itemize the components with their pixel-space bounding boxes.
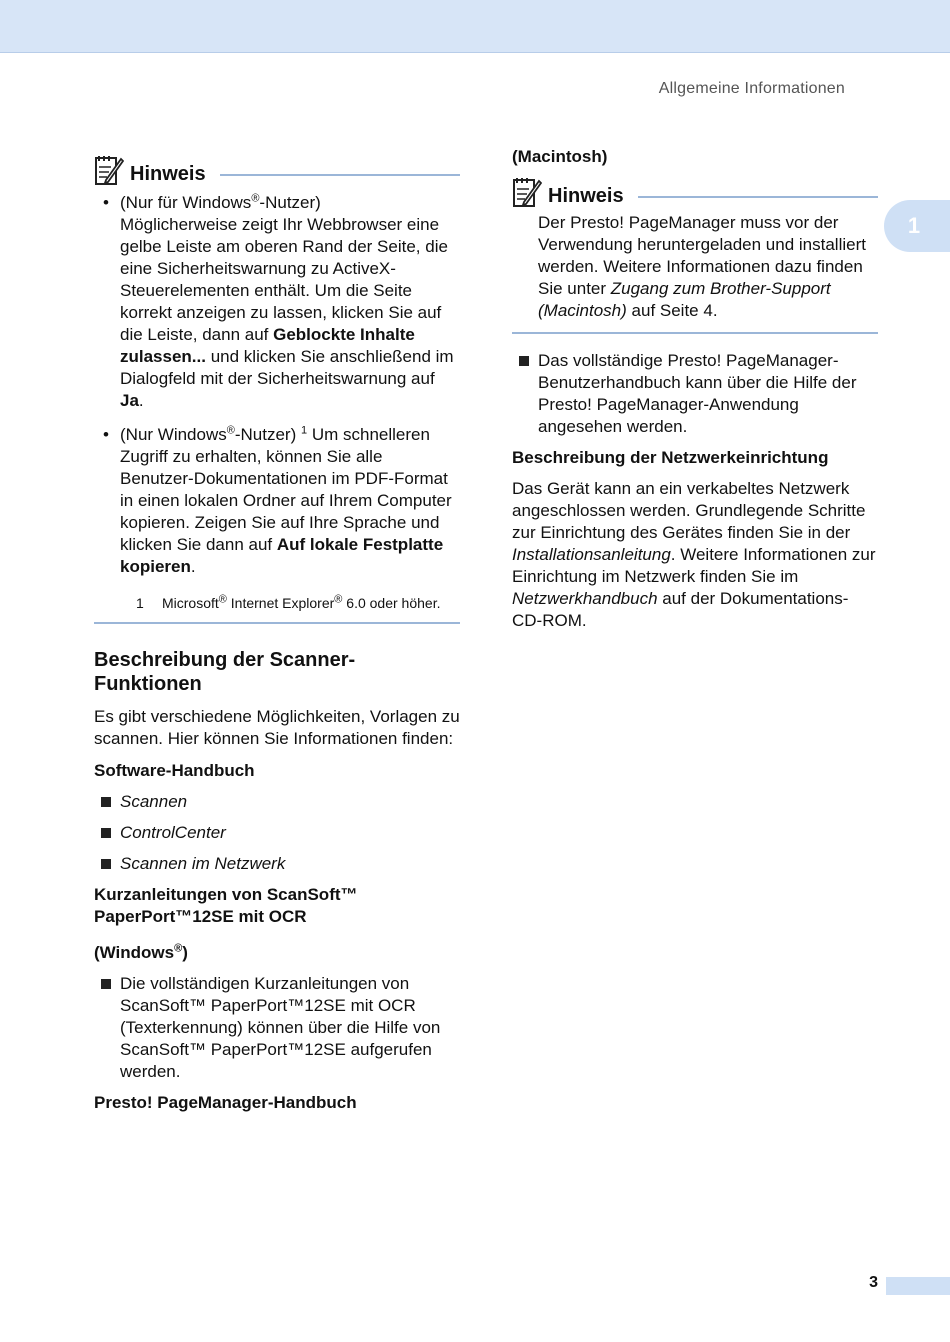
text: (Nur für Windows xyxy=(120,193,252,212)
list-item xyxy=(94,853,460,875)
text: . Weitere Informationen zur Einrichtung im Netzwerk finden Sie im xyxy=(512,545,876,586)
list-item xyxy=(94,192,460,412)
right-column xyxy=(512,146,878,642)
text: auf der Dokumentations-CD-ROM. xyxy=(512,589,849,630)
text: ) xyxy=(182,943,188,962)
text: Internet Explorer xyxy=(226,595,335,611)
page-number: 3 xyxy=(869,1274,878,1291)
running-header: Allgemeine Informationen xyxy=(658,80,845,97)
note-header xyxy=(94,152,460,186)
subheading xyxy=(94,942,460,964)
list-item xyxy=(94,822,460,844)
subheading: (Macintosh) xyxy=(512,147,608,166)
list-item: Die vollständigen Kurzanleitungen von ScanSoft™ PaperPort™12SE mit OCR (Texterkennung) können über die Hilfe von ScanSoft™ PaperPort™12SE aufgerufen werden. xyxy=(94,973,460,1083)
software-list xyxy=(94,791,460,875)
paragraph: Es gibt verschiedene Möglichkeiten, Vorlagen zu scannen. Hier können Sie Informationen finden: xyxy=(94,707,460,748)
list-item xyxy=(94,791,460,813)
cross-reference-link[interactable]: Zugang zum Brother-Support (Macintosh) xyxy=(538,279,831,320)
cross-reference: Scannen xyxy=(120,792,188,811)
text: (Nur Windows xyxy=(120,425,227,444)
chapter-tab: 1 xyxy=(884,200,950,252)
windows-list xyxy=(94,973,460,1083)
ui-label: Geblockte Inhalte zulassen... xyxy=(120,325,415,366)
text: Um schnelleren Zugriff zu erhalten, können Sie alle Benutzer-Dokumentationen im PDF-Format in einen lokalen Ordner auf Ihrem Computer kopieren. Zeigen Sie auf Ihre Sprache und klicken Sie dann auf xyxy=(120,425,452,554)
section-title: Beschreibung der Scanner-Funktionen xyxy=(94,649,356,695)
text: Der Presto! PageManager muss vor der Verwendung heruntergeladen und installiert werden. Weitere Informationen dazu finden Sie unter xyxy=(538,213,866,298)
note-pencil-icon xyxy=(94,154,124,186)
note-box xyxy=(94,152,460,624)
text: und klicken Sie anschließend im Dialogfeld mit der Sicherheitswarnung auf xyxy=(120,347,454,388)
subheading: Presto! PageManager-Handbuch xyxy=(94,1093,357,1112)
text: -Nutzer) xyxy=(234,425,301,444)
footnote-ref: 1 xyxy=(300,424,308,437)
footer-bar xyxy=(886,1277,950,1295)
note-list xyxy=(94,192,460,578)
list-item: Das vollständige Presto! PageManager-Benutzerhandbuch kann über die Hilfe der Presto! PageManager-Anwendung angesehen werden. xyxy=(512,350,878,438)
text: Das Gerät kann an ein verkabeltes Netzwerk angeschlossen werden. Grundlegende Schritte zur Einrichtung des Gerätes finden Sie in der xyxy=(512,479,866,542)
list-item xyxy=(94,424,460,578)
top-banner xyxy=(0,0,950,53)
note-pencil-icon xyxy=(512,176,542,208)
footnote-text xyxy=(162,594,440,612)
presto-list xyxy=(512,350,878,438)
note-box xyxy=(512,174,878,334)
ui-label: Auf lokale Festplatte kopieren xyxy=(120,535,444,576)
cross-reference: Netzwerkhandbuch xyxy=(512,589,658,608)
text: auf Seite 4. xyxy=(626,301,718,320)
note-body xyxy=(512,208,878,334)
note-title: Hinweis xyxy=(130,163,206,185)
registered-mark: ® xyxy=(334,593,343,606)
paragraph xyxy=(512,478,878,632)
note-title: Hinweis xyxy=(548,185,624,207)
cross-reference: Installationsanleitung xyxy=(512,545,671,564)
subheading: Software-Handbuch xyxy=(94,761,255,780)
registered-mark: ® xyxy=(226,424,235,437)
registered-mark: ® xyxy=(218,593,227,606)
text: 6.0 oder höher. xyxy=(342,595,441,611)
text: . xyxy=(138,391,144,410)
left-column xyxy=(94,152,460,1123)
footnote-number: 1 xyxy=(136,595,144,611)
registered-mark: ® xyxy=(174,942,183,955)
text: Möglicherweise zeigt Ihr Webbrowser eine gelbe Leiste am oberen Rand der Seite, die eine Sicherheitswarnung zu ActiveX-Steuerelementen enthält. Um die Seite korrekt anzeigen zu lassen, klicken Sie auf die Leiste, dann auf xyxy=(120,215,448,344)
cross-reference: Scannen im Netzwerk xyxy=(120,854,286,873)
note-header xyxy=(512,174,878,208)
text: Microsoft xyxy=(162,595,219,611)
note-rule xyxy=(220,174,460,176)
cross-reference: ControlCenter xyxy=(120,823,226,842)
subheading: Kurzanleitungen von ScanSoft™ PaperPort™12SE mit OCR xyxy=(94,885,358,926)
text: . xyxy=(190,557,196,576)
subheading: Beschreibung der Netzwerkeinrichtung xyxy=(512,448,829,467)
text: -Nutzer) xyxy=(259,193,321,212)
registered-mark: ® xyxy=(251,192,260,205)
note-rule xyxy=(638,196,878,198)
text: (Windows xyxy=(94,943,175,962)
footnote xyxy=(94,590,460,624)
ui-label: Ja xyxy=(120,391,139,410)
